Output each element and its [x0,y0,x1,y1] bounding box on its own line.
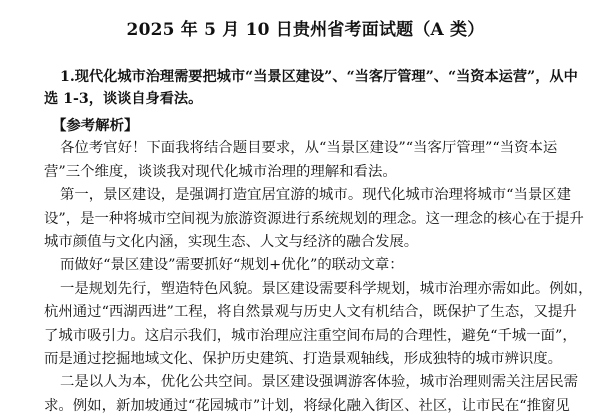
body-line: 设”，是一种将城市空间视为旅游资源进行系统规划的理念。这一理念的核心在于提升 [44,210,584,227]
body-line: 了城市吸引力。这启示我们，城市治理应注重空间布局的合理性，避免“千城一面”， [44,327,577,344]
question-text: 1.现代化城市治理需要把城市“当景区建设”、“当客厅管理”、“当资本运营”，从中选 1-3，谈谈自身看法。 [44,69,578,107]
body-line: 求。例如，新加坡通过“花园城市”计划，将绿化融入街区、社区，让市民在“推窗见 [44,397,570,414]
body-line: 营”三个维度，谈谈我对现代化城市治理的理解和看法。 [44,163,397,180]
body-line: 城市颜值与文化内涵，实现生态、人文与经济的融合发展。 [44,234,419,251]
body-line: 各位考官好！下面我将结合题目要求，从“当景区建设”“当客厅管理”“当资本运 [60,140,558,157]
body-line: 一是规划先行，塑造特色风貌。景区建设需要科学规划，城市治理亦需如此。例如， [60,280,593,297]
body-line: 而是通过挖掘地域文化、保护历史建筑、打造景观轴线，形成独特的城市辨识度。 [44,351,563,368]
document-title: 2025 年 5 月 10 日贵州省考面试题（A 类） [126,20,485,40]
body-line: 二是以人为本，优化公共空间。景区建设强调游客体验，城市治理则需关注居民需 [60,374,579,391]
answer-body [44,114,593,418]
body-line: 杭州通过“西湖西进”工程，将自然景观与历史人文有机结合，既保护了生态，又提升 [44,304,577,321]
body-line: 第一，景区建设，是强调打造宜居宜游的城市。现代化城市治理将城市“当景区建 [60,187,572,204]
answer-heading: 【参考解析】 [52,117,139,134]
body-line: 而做好“景区建设”需要抓好“规划+优化”的联动文章： [60,257,404,274]
